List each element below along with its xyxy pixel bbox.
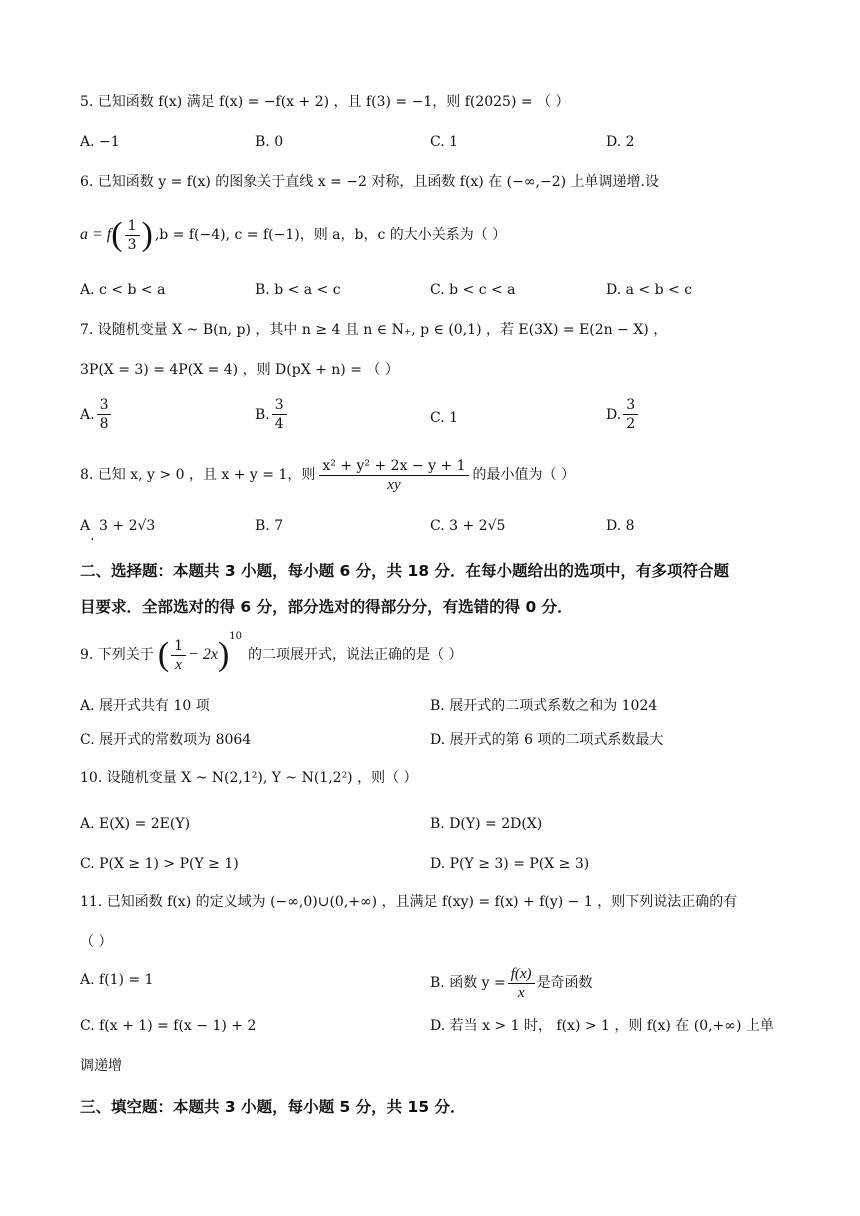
q7-option-c: C. 1 (430, 410, 459, 426)
q8-option-a-text: 3 + 2√3 (99, 518, 156, 534)
q8-stem-pre: 8. 已知 x, y > 0 ，且 x + y = 1，则 (80, 467, 316, 483)
q6-frac-den: 3 (127, 236, 137, 253)
q10-stem: 10. 设随机变量 X ~ N(2,1²), Y ~ N(1,2²) ，则（ ） (80, 770, 418, 786)
q6-option-c: C. b < c < a (430, 282, 516, 298)
q9-stem-post: 的二项展开式，说法正确的是（ ） (248, 647, 463, 663)
q8-option-b: B. 7 (255, 518, 284, 534)
section2-heading-line2: 目要求．全部选对的得 6 分，部分选对的得部分分，有选错的得 0 分． (80, 598, 573, 616)
q9-fraction: $\frac{1}{x}$ (171, 637, 186, 674)
q9-exponent: 10 (229, 631, 243, 642)
q11-b-num: f(x) (508, 965, 535, 984)
q6-stem-line2: a = f ( $\frac{1}{3}$ ) , b = f(−4), c = f(−1)，则 a，b，c 的大小关系为（ ） (80, 216, 507, 253)
q6-stem-line1: 6. 已知函数 y = f(x) 的图象关于直线 x = −2 对称，且函数 f(x) 在 (−∞,−2) 上单调递增.设 (80, 174, 659, 190)
q6-fraction (125, 217, 140, 254)
q11-option-d-cont: 调递增 (80, 1058, 122, 1074)
section3-heading: 三、填空题：本题共 3 小题，每小题 5 分，共 15 分． (80, 1098, 466, 1116)
q7-option-a: A. $\frac{3}{8}$ (80, 396, 113, 433)
q10-option-a: A. E(X) = 2E(Y) (80, 816, 191, 832)
q9-option-c: C. 展开式的常数项为 8064 (80, 732, 252, 748)
q7-option-b: B. $\frac{3}{4}$ (255, 396, 289, 433)
q6-frac-num: 1 (125, 217, 140, 236)
q11-option-a: A. f(1) = 1 (80, 972, 154, 988)
q7-a-num: 3 (97, 396, 112, 415)
q11-stem-line1: 11. 已知函数 f(x) 的定义域为 (−∞,0)∪(0,+∞) ，且满足 f(xy) = f(x) + f(y) − 1 ，则下列说法正确的有 (80, 894, 738, 910)
q7-b-fraction (272, 396, 287, 433)
q8-frac-num: x² + y² + 2x − y + 1 (319, 457, 468, 476)
q6-paren-open: ( (111, 216, 123, 253)
q7-b-num: 3 (272, 396, 287, 415)
q8-stem (80, 452, 575, 498)
q8-option-d: D. 8 (606, 518, 635, 534)
q9-paren-close: ) (217, 636, 230, 673)
q7-d-den: 2 (626, 416, 636, 432)
q11-b-den: x (517, 984, 525, 1001)
q6-stem-tail: b = f(−4), c = f(−1)，则 a，b，c 的大小关系为（ ） (159, 227, 507, 243)
q5-option-b: B. 0 (255, 134, 284, 150)
q11-option-c: C. f(x + 1) = f(x − 1) + 2 (80, 1018, 257, 1034)
q7-stem-line2: 3P(X = 3) = 4P(X = 4) ，则 D(pX + n) = （ ） (80, 362, 399, 378)
q11-b-pre: B. 函数 y = (430, 975, 506, 991)
section2-heading-line1: 二、选择题：本题共 3 小题，每小题 6 分，共 18 分．在每小题给出的选项中，有多项符合题 (80, 562, 730, 580)
q11-option-b (430, 960, 593, 1006)
q5-option-d: D. 2 (606, 134, 635, 150)
q5-option-c: C. 1 (430, 134, 459, 150)
q9-term: − 2x (188, 646, 218, 663)
q9-option-d: D. 展开式的第 6 项的二项式系数最大 (430, 732, 664, 748)
q5-stem: 5. 已知函数 f(x) 满足 f(x) = −f(x + 2) ，且 f(3) = −1，则 f(2025) = （ ） (80, 94, 570, 110)
q9-option-b: B. 展开式的二项式系数之和为 1024 (430, 698, 658, 714)
q10-option-b: B. D(Y) = 2D(X) (430, 816, 543, 832)
q7-d-num: 3 (623, 396, 638, 415)
q6-option-d: D. a < b < c (606, 282, 693, 298)
q11-option-d: D. 若当 x > 1 时， f(x) > 1 ，则 f(x) 在 (0,+∞) 上单 (430, 1018, 774, 1034)
q8-option-c-text: 3 + 2√5 (449, 518, 506, 534)
q6-a-var: a = f (80, 226, 112, 243)
q9-paren-open: ( (157, 636, 170, 673)
q11-stem-line2: （ ） (80, 934, 113, 950)
q10-option-c: C. P(X ≥ 1) > P(Y ≥ 1) (80, 856, 239, 872)
q10-option-d: D. P(Y ≥ 3) = P(X ≥ 3) (430, 856, 590, 872)
q8-fraction (319, 457, 468, 494)
q7-a-fraction (97, 396, 112, 433)
q8-frac-den: xy (387, 476, 401, 493)
q9-stem-pre: 9. 下列关于 (80, 647, 154, 663)
q8-option-a: A. 3 + 2√3 (80, 518, 156, 544)
q6-option-a: A. c < b < a (80, 282, 166, 298)
q7-d-fraction (623, 396, 638, 433)
q7-stem-line1: 7. 设随机变量 X ~ B(n, p) ，其中 n ≥ 4 且 n ∈ N₊, p ∈ (0,1) ，若 E(3X) = E(2n − X) ， (80, 322, 668, 338)
q6-option-b: B. b < a < c (255, 282, 341, 298)
q11-b-post: 是奇函数 (536, 975, 593, 991)
q8-stem-post: 的最小值为（ ） (472, 467, 575, 483)
q8-option-c: C. 3 + 2√5 (430, 518, 506, 534)
q6-paren-close: ) (141, 216, 153, 253)
q5-option-a: A. −1 (80, 134, 120, 150)
q11-b-fraction (508, 965, 535, 1002)
q7-a-den: 8 (99, 416, 109, 432)
q7-b-den: 4 (274, 416, 284, 432)
q9-stem (80, 630, 462, 680)
q9-option-a: A. 展开式共有 10 项 (80, 698, 210, 714)
q7-option-d: D. $\frac{3}{2}$ (606, 396, 640, 433)
